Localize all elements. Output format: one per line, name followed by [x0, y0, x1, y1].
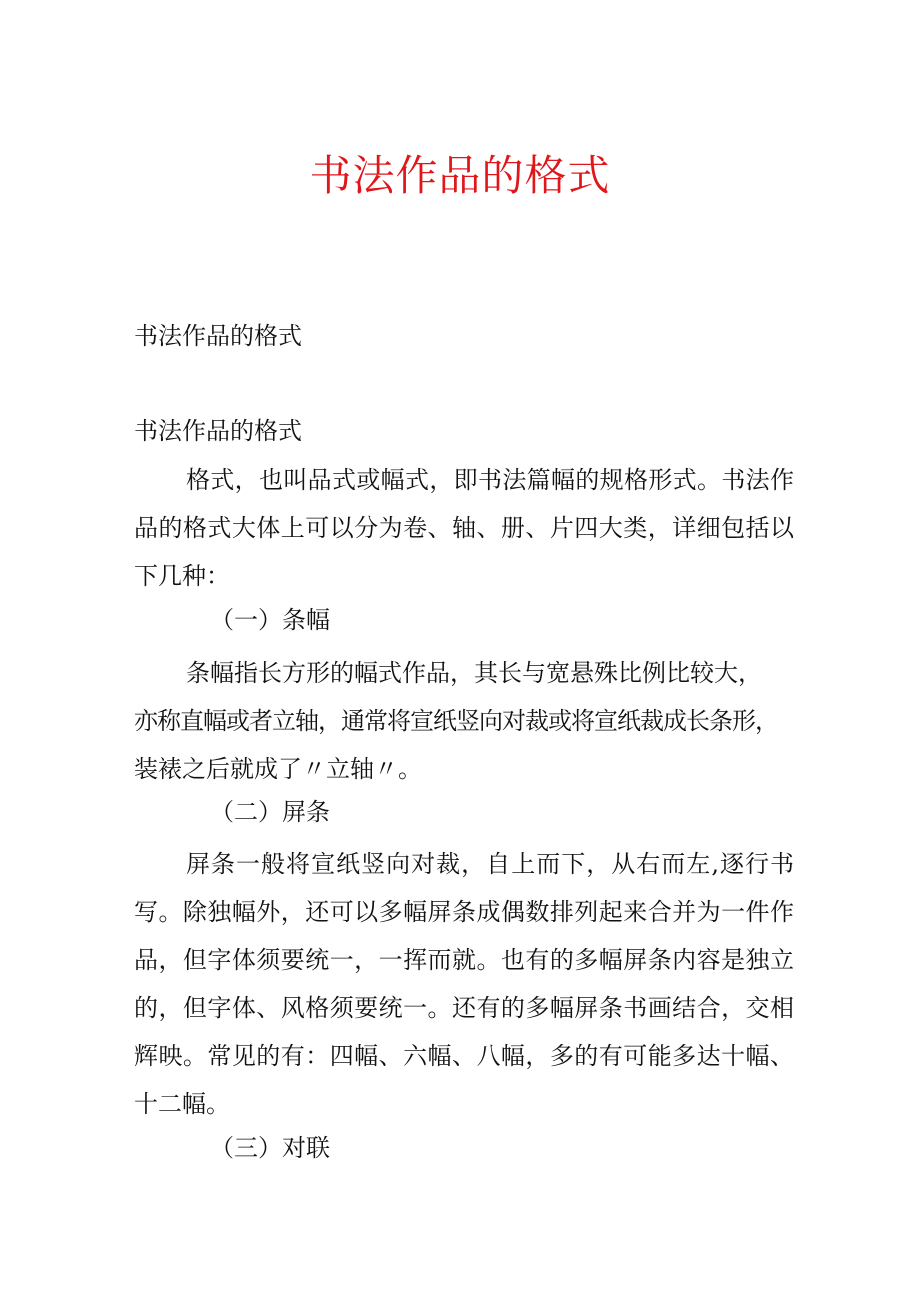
- section-body-paragraph: 屏条一般将宣纸竖向对裁，自上而下，从右而左,逐行书写。除独幅外，还可以多幅屏条成偶数排列起来合并为一件作品，但字体须要统一，一挥而就。也有的多幅屏条内容是独立的，但字体、风格须要统一。还有的多幅屏条书画结合，交相辉映。常见的有：四幅、六幅、八幅，多的有可能多达十幅、十二幅。: [134, 850, 794, 1118]
- section-heading-pingtiao: （二）屏条: [210, 798, 330, 826]
- section-body-line: 条幅指长方形的幅式作品，其长与宽悬殊比例比较大，: [186, 659, 762, 687]
- subtitle-line: 书法作品的格式: [134, 322, 302, 350]
- section-body-line: 装裱之后就成了〃立轴〃。: [134, 755, 422, 783]
- document-title: 书法作品的格式: [309, 151, 611, 200]
- intro-paragraph: 格式，也叫品式或幅式，即书法篇幅的规格形式。书法作品的格式大体上可以分为卷、轴、册、片四大类，详细包括以下几种：: [134, 466, 794, 590]
- section-heading-tiaofu: （一）条幅: [210, 606, 330, 634]
- section-heading-duilian: （三）对联: [210, 1134, 330, 1162]
- subtitle-line: 书法作品的格式: [134, 417, 302, 445]
- section-body-line: 亦称直幅或者立轴，通常将宣纸竖向对裁或将宣纸裁成长条形，: [134, 707, 778, 735]
